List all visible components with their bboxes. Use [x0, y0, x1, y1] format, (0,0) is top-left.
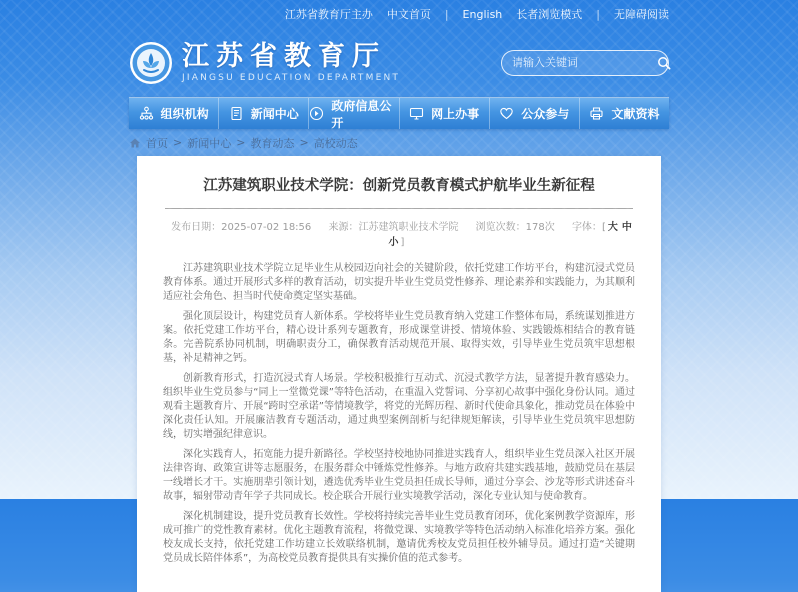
nav-item-gov-info-disclosure[interactable] — [309, 98, 399, 129]
link-chinese-home[interactable]: 中文首页 — [386, 8, 431, 21]
monitor-icon — [409, 106, 424, 121]
nav-item-label: 文献资料 — [611, 107, 660, 121]
info-disclosure-icon — [309, 106, 324, 121]
breadcrumb-separator: > — [236, 136, 246, 149]
breadcrumb-university-news[interactable]: 高校动态 — [313, 136, 358, 150]
article-paragraph: 深化实践育人，拓宽能力提升新路径。学校坚持校地协同推进实践育人，组织毕业生党员深入社区开展法律咨询、政策宣讲等志愿服务，在服务群众中锤炼党性修养。与地方政府共建实践基地，鼓励党员在基层一线增长才干。实施朋辈引领计划，遴选优秀毕业生党员担任成长导师，通过分享会、沙龙等形式讲述奋斗故事，辐射带动青年学子共同成长。校企联合开展行业实境教学活动，深化专业认知与使命教育。 — [163, 449, 635, 502]
nav-item-news-center[interactable] — [219, 98, 309, 129]
font-size-label: 字体： — [571, 222, 602, 233]
nav-item-organization[interactable] — [129, 98, 219, 129]
nav-item-label: 组织机构 — [160, 107, 209, 121]
separator: | — [596, 7, 600, 21]
nav-item-label: 网上办事 — [431, 107, 480, 121]
utility-bar — [129, 0, 669, 28]
printer-icon — [589, 106, 604, 121]
source-value: 江苏建筑职业技术学院 — [358, 222, 459, 233]
nav-item-documents[interactable] — [580, 98, 669, 129]
breadcrumb-separator: > — [299, 136, 309, 149]
heart-icon — [499, 106, 514, 121]
article-paragraph: 深化机制建设，提升党员教育长效性。学校将持续完善毕业生党员教育闭环，优化案例教学资源库，形成可推广的党性教育素材。优化主题教育流程，将微党课、实境教学等特色活动纳入标准化培养方案。强化校友成长支持，依托党建工作坊建立长效联络机制，邀请优秀校友党员担任校外辅导员。通过打造“关键期党员成长陪伴体系”，为高校党员教育提供具有实操价值的范式参考。 — [163, 511, 635, 564]
site-header — [129, 28, 669, 97]
views-value: 178次 — [525, 222, 555, 233]
breadcrumb-separator: > — [173, 136, 183, 149]
breadcrumb-home[interactable]: 首页 — [146, 136, 168, 150]
font-size-medium-button[interactable]: 中 — [621, 222, 632, 233]
link-elder-mode[interactable]: 长者浏览模式 — [516, 8, 583, 21]
sitemap-icon — [139, 106, 154, 121]
article-paragraph: 强化顶层设计，构建党员育人新体系。学校将毕业生党员教育纳入党建工作整体布局，系统谋划推进方案。依托党建工作坊平台，精心设计系列专题教育，形成课堂讲授、情境体验、实践锻炼相结合的教育链条。完善院系协同机制，明确职责分工，确保教育活动规范开展、取得实效，引导毕业生党员筑牢思想根基，补足精神之钙。 — [163, 311, 635, 364]
home-icon — [129, 137, 141, 149]
main-nav — [129, 97, 669, 129]
nav-item-public-participation[interactable] — [490, 98, 580, 129]
separator: | — [444, 7, 449, 21]
views-label: 浏览次数： — [475, 222, 526, 233]
article-body — [163, 262, 635, 566]
article-card — [137, 156, 661, 592]
publish-date: 2025-07-02 18:56 — [221, 222, 312, 233]
breadcrumb — [129, 129, 669, 156]
nav-item-label: 公众参与 — [521, 107, 570, 121]
bracket: [ — [601, 222, 606, 233]
article-title: 江苏建筑职业技术学院：创新党员教育模式护航毕业生新征程 — [203, 178, 595, 194]
site-name: 江苏省教育厅 — [182, 40, 386, 72]
font-size-small-button[interactable]: 小 — [388, 237, 399, 248]
source-label: 来源： — [328, 222, 359, 233]
search-icon — [657, 56, 671, 70]
link-host[interactable]: 江苏省教育厅主办 — [284, 8, 373, 21]
breadcrumb-news-center[interactable]: 新闻中心 — [187, 136, 232, 150]
bracket: ] — [400, 237, 405, 248]
link-accessibility[interactable]: 无障碍阅读 — [614, 8, 669, 21]
article-paragraph: 江苏建筑职业技术学院立足毕业生从校园迈向社会的关键阶段，依托党建工作坊平台，构建沉浸式党员教育体系。通过开展形式多样的教育活动，切实提升毕业生党员党性修养、理论素养和实践能力，为其顺利适应社会角色、担当时代使命奠定坚实基础。 — [163, 263, 635, 302]
nav-item-online-services[interactable] — [400, 98, 490, 129]
search-button[interactable] — [657, 56, 671, 70]
font-size-large-button[interactable]: 大 — [607, 222, 618, 233]
nav-item-label: 政府信息公开 — [331, 98, 392, 130]
article-meta — [163, 218, 635, 248]
site-logo[interactable] — [129, 41, 400, 85]
site-name-english: JIANGSU EDUCATION DEPARTMENT — [182, 72, 401, 83]
title-divider — [165, 208, 633, 209]
link-english[interactable]: English — [462, 7, 503, 21]
breadcrumb-education-news[interactable]: 教育动态 — [250, 136, 295, 150]
search-input[interactable] — [512, 56, 657, 69]
publish-date-label: 发布日期： — [171, 222, 222, 233]
search-box — [501, 50, 669, 76]
article-paragraph: 创新教育形式，打造沉浸式育人场景。学校积极推行互动式、沉浸式教学方法，显著提升教育感染力。组织毕业生党员参与“同上一堂微党课”等特色活动，在重温入党誓词、分享初心故事中强化身份认同。通过观看主题教育片、开展“跨时空承诺”等情境教学，将党的光辉历程、新时代使命具象化，推动党员在体验中深化责任认知。开展廉洁教育专题活动，通过典型案例剖析与纪律规矩解读，引导毕业生党员筑牢思想防线，切实增强纪律意识。 — [163, 373, 635, 440]
news-icon — [229, 106, 244, 121]
department-logo-icon — [129, 41, 173, 85]
nav-item-label: 新闻中心 — [250, 107, 299, 121]
